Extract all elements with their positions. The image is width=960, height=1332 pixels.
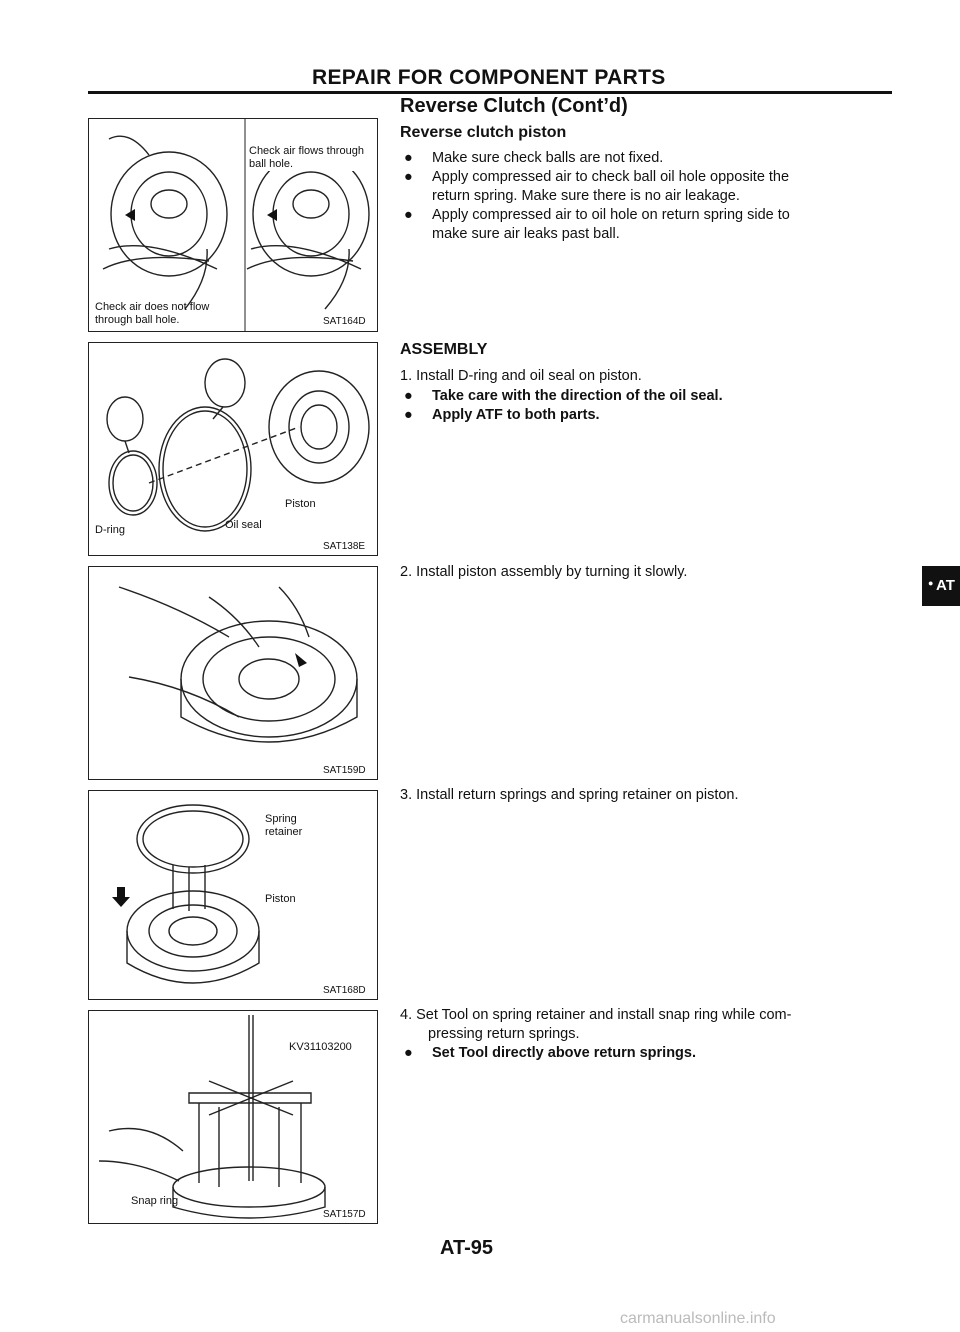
label-dring: D-ring xyxy=(95,524,125,536)
label-check-air-flows xyxy=(249,145,364,171)
note-text: Take care with the direction of the oil seal. xyxy=(432,388,723,404)
note-text: Apply ATF to both parts. xyxy=(432,407,600,423)
assembly-heading: ASSEMBLY xyxy=(400,341,488,358)
label-piston: Piston xyxy=(285,498,316,510)
subsection-title: Reverse clutch piston xyxy=(400,124,567,141)
figure-dring-oil-seal xyxy=(88,342,378,556)
assembly-step-4-continued: pressing return springs. xyxy=(428,1026,580,1042)
figure-tool-snap-ring xyxy=(88,1010,378,1224)
assembly-step-1-note-1 xyxy=(404,387,904,406)
check-item-1 xyxy=(404,149,904,168)
bullet-icon: ● xyxy=(404,407,413,423)
bullet-icon: ● xyxy=(404,1045,413,1061)
bullet-icon: ● xyxy=(404,207,413,223)
figure-code: SAT138E xyxy=(323,541,366,552)
check-item-2 xyxy=(404,168,904,206)
figure-install-piston xyxy=(88,566,378,780)
label-piston: Piston xyxy=(265,893,296,905)
figure-code: SAT157D xyxy=(323,1209,366,1220)
figure-code: SAT159D xyxy=(323,765,366,776)
figure-code: SAT168D xyxy=(323,985,366,996)
install-piston-illustration xyxy=(89,567,377,779)
label-line-2: through ball hole. xyxy=(95,314,180,326)
check-text-continued: make sure air leaks past ball. xyxy=(432,226,620,242)
tab-label: AT xyxy=(936,577,955,594)
check-text-continued: return spring. Make sure there is no air leakage. xyxy=(432,188,740,204)
footer-watermark: carmanualsonline.info xyxy=(620,1310,776,1327)
label-line-1: Check air does not flow xyxy=(95,301,210,313)
page-number: AT-95 xyxy=(440,1237,493,1259)
check-text: Apply compressed air to oil hole on return spring side to xyxy=(432,207,790,223)
assembly-step-1-note-2 xyxy=(404,406,904,425)
label-line-1: Spring xyxy=(265,813,297,825)
bullet-icon: ● xyxy=(404,150,413,166)
bullet-icon: ● xyxy=(404,388,413,404)
figure-spring-retainer xyxy=(88,790,378,1000)
label-tool-number: KV31103200 xyxy=(289,1041,352,1053)
check-item-3 xyxy=(404,206,904,244)
label-line-1: Check air flows through xyxy=(249,145,364,157)
section-side-tab xyxy=(922,566,960,606)
page-header-title: REPAIR FOR COMPONENT PARTS xyxy=(312,66,666,89)
check-text: Make sure check balls are not fixed. xyxy=(432,150,664,166)
check-text: Apply compressed air to check ball oil hole opposite the xyxy=(432,169,790,185)
tab-bullet-icon: ● xyxy=(928,578,934,588)
assembly-step-2: 2. Install piston assembly by turning it slowly. xyxy=(400,564,688,580)
bullet-icon: ● xyxy=(404,169,413,185)
assembly-step-4-note xyxy=(404,1044,904,1063)
spring-retainer-illustration xyxy=(89,791,377,999)
note-text: Set Tool directly above return springs. xyxy=(432,1045,697,1061)
section-title: Reverse Clutch (Cont’d) xyxy=(400,95,628,117)
label-line-2: retainer xyxy=(265,826,303,838)
figure-code: SAT164D xyxy=(323,316,366,327)
label-oil-seal: Oil seal xyxy=(225,519,262,531)
label-line-2: ball hole. xyxy=(249,158,294,170)
assembly-step-3: 3. Install return springs and spring retainer on piston. xyxy=(400,787,739,803)
label-check-air-does-not-flow xyxy=(95,301,209,327)
label-snap-ring: Snap ring xyxy=(131,1195,179,1207)
label-spring-retainer xyxy=(265,813,302,839)
header-rule xyxy=(88,91,892,94)
assembly-step-1: 1. Install D-ring and oil seal on piston. xyxy=(400,368,642,384)
assembly-step-4: 4. Set Tool on spring retainer and install snap ring while com- xyxy=(400,1007,792,1023)
figure-check-ball-test xyxy=(88,118,378,332)
